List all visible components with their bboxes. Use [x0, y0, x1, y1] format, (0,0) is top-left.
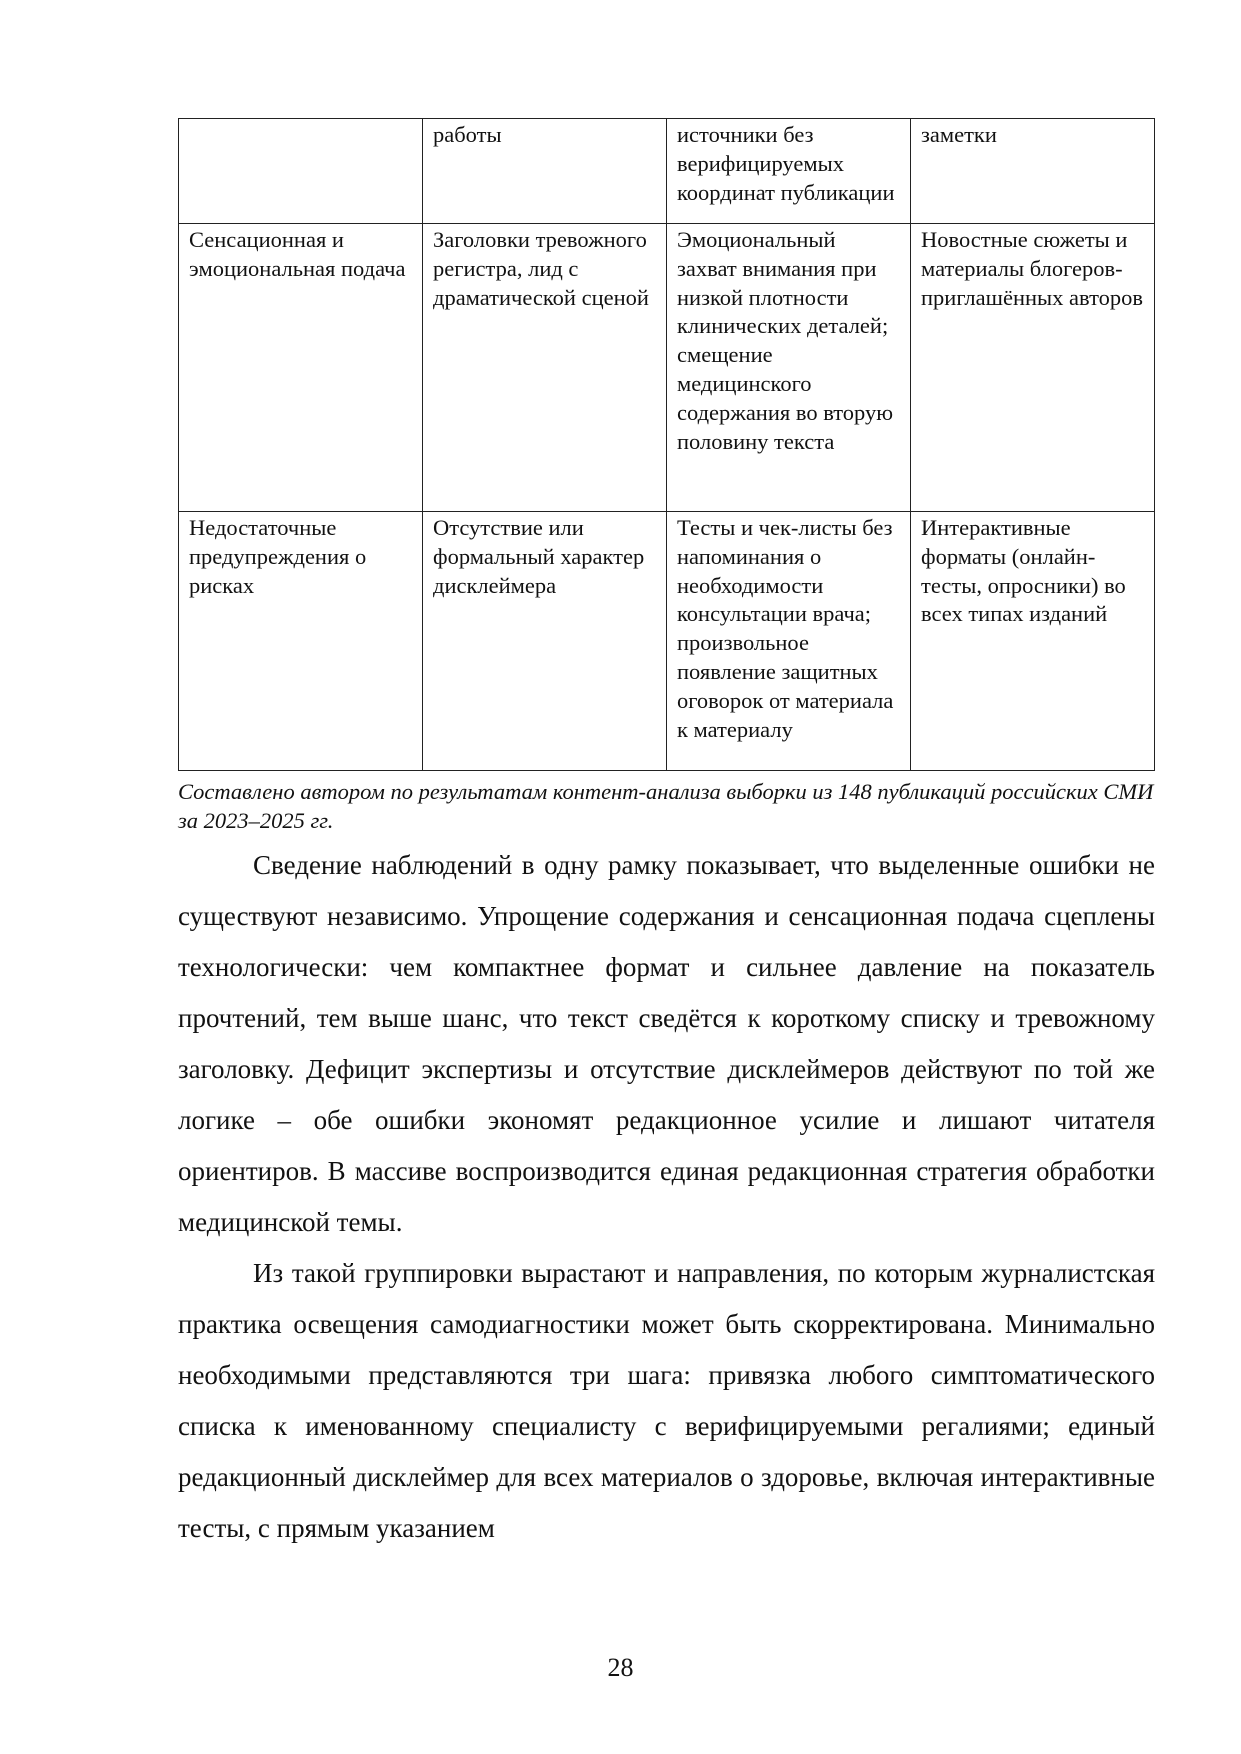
table-cell: источники без верифицируемых координат публикации: [667, 119, 911, 224]
table-row: [179, 119, 1155, 224]
table-cell: Недостаточные предупреждения о рисках: [179, 512, 423, 771]
table-cell: Новостные сюжеты и материалы блогеров-приглашённых авторов: [911, 224, 1155, 512]
table-cell: Отсутствие или формальный характер дисклеймера: [423, 512, 667, 771]
table-row: [179, 512, 1155, 771]
page-content: [178, 118, 1155, 1554]
table-cell: [179, 119, 423, 224]
body-paragraph: Из такой группировки вырастают и направления, по которым журналистская практика освещения самодиагностики может быть скорректирована. Минимально необходимыми представляются три шага: привязка любого симптоматического списка к именованному специалисту с верифицируемыми регалиями; единый редакционный дисклеймер для всех материалов о здоровье, включая интерактивные тесты, с прямым указанием: [178, 1258, 1155, 1543]
table-cell: Эмоциональный захват внимания при низкой плотности клинических деталей; смещение медицинского содержания во вторую половину текста: [667, 224, 911, 512]
table-row: [179, 224, 1155, 512]
table-cell: заметки: [911, 119, 1155, 224]
table-cell: работы: [423, 119, 667, 224]
body-paragraph: Сведение наблюдений в одну рамку показывает, что выделенные ошибки не существуют независимо. Упрощение содержания и сенсационная подача сцеплены технологически: чем компактнее формат и сильнее давление на показатель прочтений, тем выше шанс, что текст сведётся к короткому списку и тревожному заголовку. Дефицит экспертизы и отсутствие дисклеймеров действуют по той же логике – обе ошибки экономят редакционное усилие и лишают читателя ориентиров. В массиве воспроизводится единая редакционная стратегия обработки медицинской темы.: [178, 850, 1155, 1237]
content-analysis-table: [178, 118, 1155, 771]
table-source-note: Составлено автором по результатам контент-анализа выборки из 148 публикаций российских СМИ за 2023–2025 гг.: [178, 779, 1154, 833]
table-cell: Сенсационная и эмоциональная подача: [179, 224, 423, 512]
table-cell: Заголовки тревожного регистра, лид с драматической сценой: [423, 224, 667, 512]
page-number: 28: [607, 1653, 634, 1682]
table-cell: Тесты и чек-листы без напоминания о необходимости консультации врача; произвольное появление защитных оговорок от материала к материалу: [667, 512, 911, 771]
table-cell: Интерактивные форматы (онлайн-тесты, опросники) во всех типах изданий: [911, 512, 1155, 771]
